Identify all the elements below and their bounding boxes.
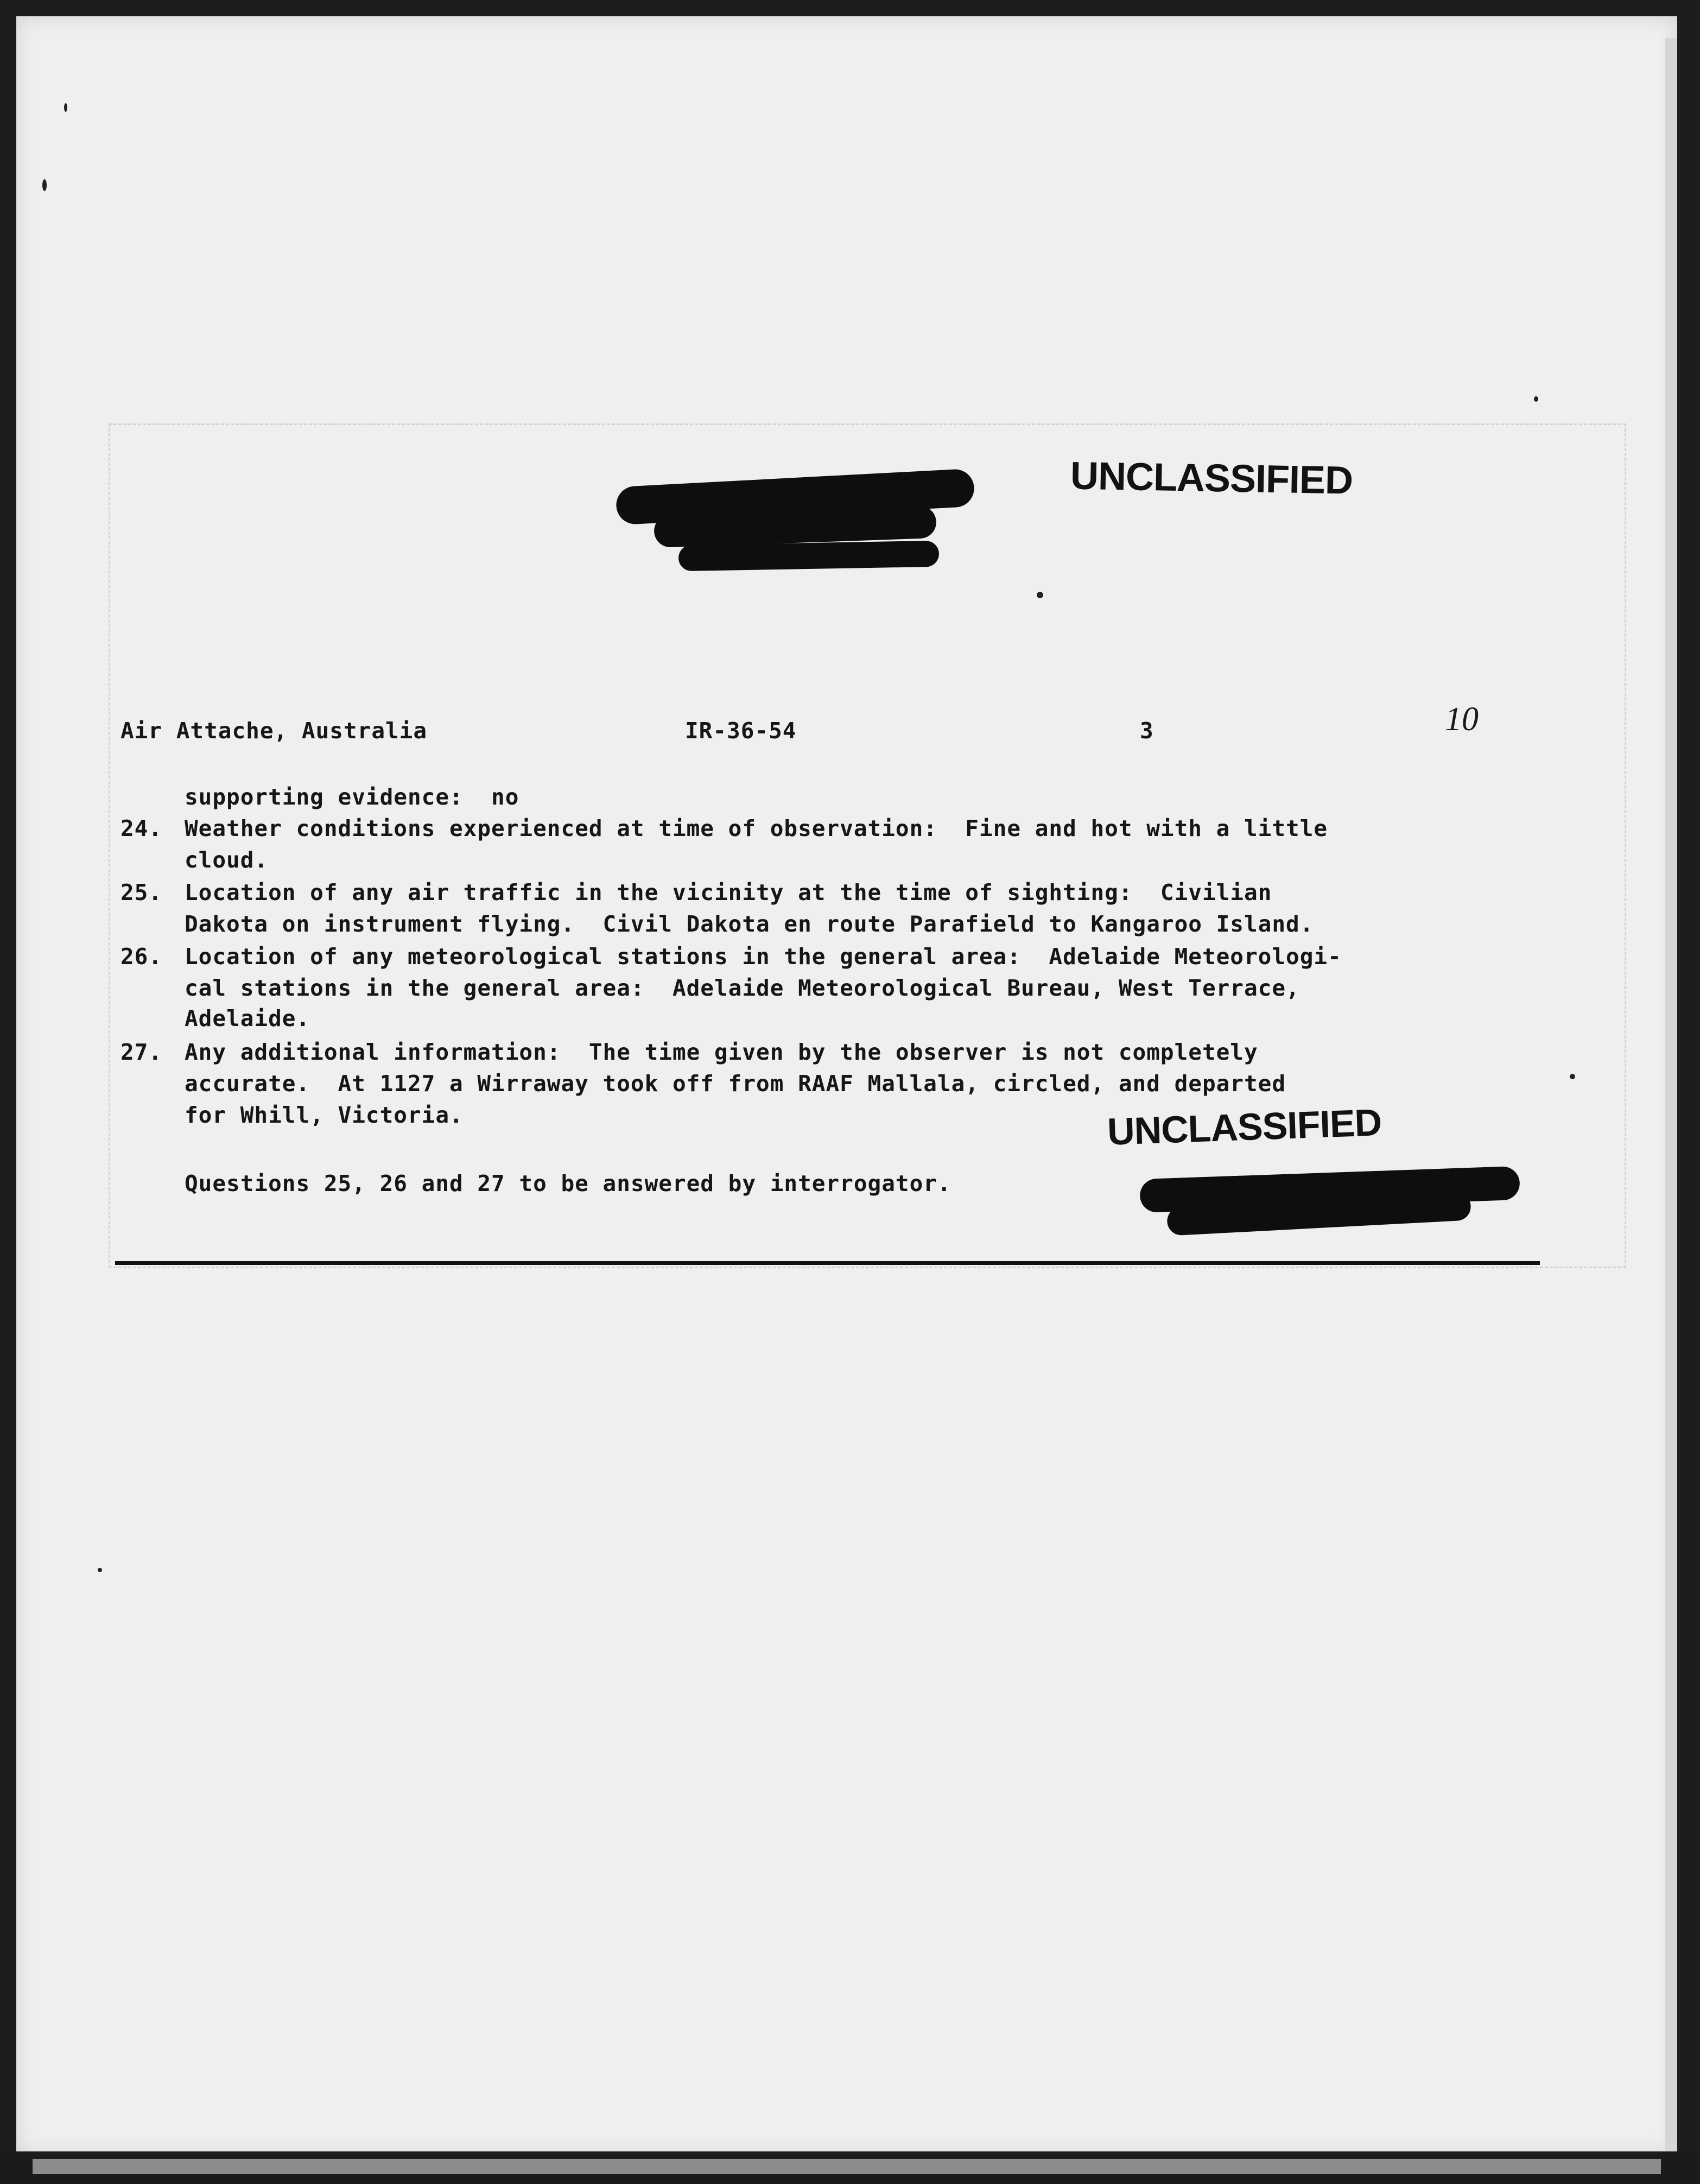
classification-stamp-bottom: UNCLASSIFIED <box>1106 1101 1382 1153</box>
header-report-number: IR-36-54 <box>685 718 797 744</box>
classification-stamp-top: UNCLASSIFIED <box>1070 454 1353 503</box>
item-24-text: Weather conditions experienced at time of observation: Fine and hot with a little <box>185 815 1328 841</box>
scan-speck <box>98 1568 102 1572</box>
film-edge <box>33 2159 1661 2174</box>
item-26-text: Location of any meteorological stations in the general area: Adelaide Meteorologi- <box>185 944 1342 970</box>
footer-note: Questions 25, 26 and 27 to be answered by interrogator. <box>185 1170 952 1197</box>
scan-speck <box>42 179 47 191</box>
item-25-text: Location of any air traffic in the vicinity at the time of sighting: Civilian <box>185 879 1272 906</box>
item-26-continuation-2: Adelaide. <box>185 1005 310 1031</box>
item-24-number: 24. <box>120 815 163 841</box>
page-edge <box>1665 38 1677 2155</box>
scan-speck <box>1570 1074 1575 1079</box>
scan-speck <box>1534 396 1538 402</box>
item-26-number: 26. <box>120 944 163 970</box>
item-27-text: Any additional information: The time given by the observer is not completely <box>185 1039 1258 1065</box>
section-divider <box>115 1261 1540 1265</box>
item-25-number: 25. <box>120 879 163 906</box>
scan-bottom-edge <box>0 2151 1700 2184</box>
item-24-continuation: cloud. <box>185 847 269 873</box>
line-supporting-evidence: supporting evidence: no <box>185 784 519 810</box>
header-page-number: 3 <box>1140 718 1154 744</box>
item-27-continuation-2: for Whill, Victoria. <box>185 1102 464 1128</box>
item-26-continuation-1: cal stations in the general area: Adelaide Meteorological Bureau, West Terrace, <box>185 975 1300 1001</box>
scan-speck <box>64 103 67 112</box>
item-25-continuation: Dakota on instrument flying. Civil Dakota en route Parafield to Kangaroo Island. <box>185 911 1314 937</box>
scan-speck <box>1037 592 1043 598</box>
item-27-number: 27. <box>120 1039 163 1065</box>
header-office: Air Attache, Australia <box>120 718 428 744</box>
handwritten-page-number: 10 <box>1445 701 1479 738</box>
redaction-top-3 <box>678 541 940 571</box>
item-27-continuation-1: accurate. At 1127 a Wirraway took off from RAAF Mallala, circled, and departed <box>185 1071 1286 1097</box>
